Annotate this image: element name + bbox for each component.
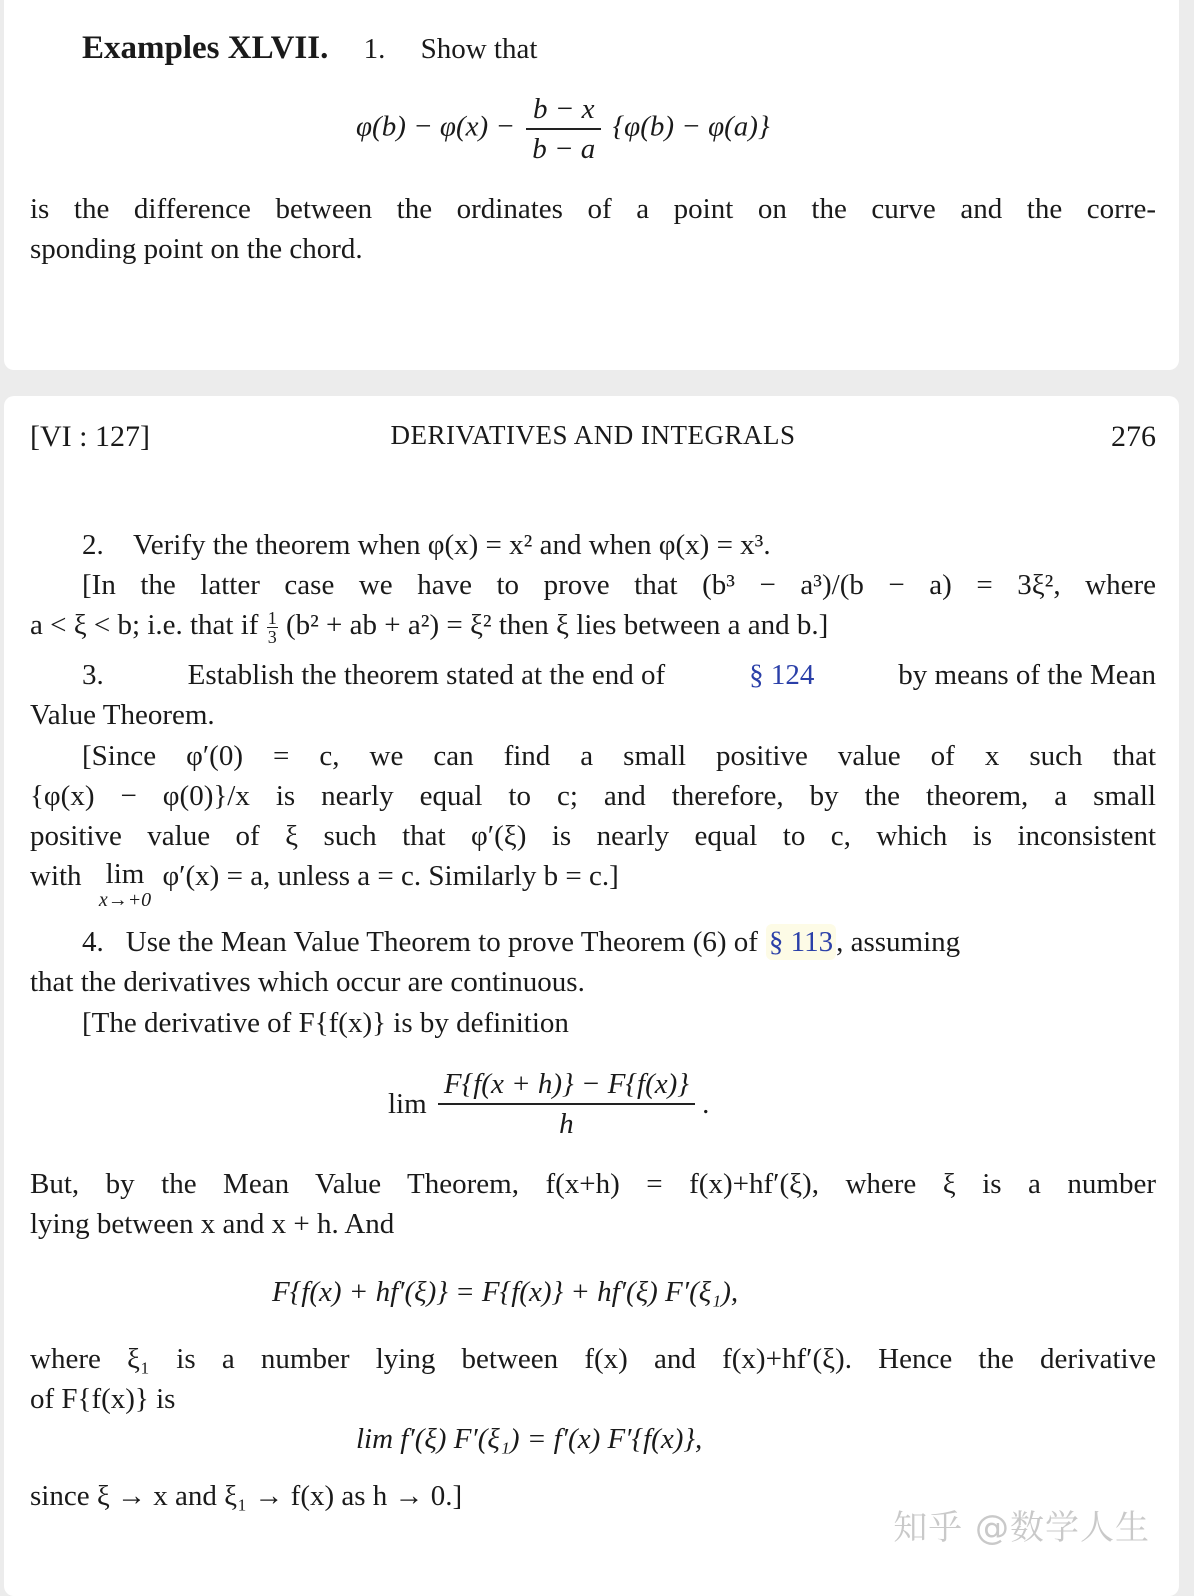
page-number: 276 xyxy=(1111,420,1156,453)
fraction-numerator: 1 xyxy=(267,607,277,628)
example-text: , assuming xyxy=(836,926,961,958)
chain-rule-formula xyxy=(272,1274,738,1310)
paragraph-line: lying between x and x + h. And xyxy=(30,1208,395,1240)
example-3 xyxy=(82,657,1156,693)
formula-left: φ(b) − φ(x) − xyxy=(356,110,515,143)
note-text: with xyxy=(30,860,82,892)
section-113-link[interactable]: § 113 xyxy=(766,924,836,960)
section-reference: [VI : 127] xyxy=(30,420,150,453)
example-1-heading-line xyxy=(82,30,537,67)
running-header xyxy=(30,420,1156,460)
example-text: Use the Mean Value Theorem to prove Theorem (6) of xyxy=(125,926,758,958)
example-text: Establish the theorem stated at the end of xyxy=(187,659,666,691)
limit-subscript: x→+0 xyxy=(98,889,152,911)
paragraph-line: where ξ₁ is a number lying between f(x) and f(x)+hf′(ξ). Hence the derivative xyxy=(30,1343,1156,1375)
formula-period: . xyxy=(702,1088,710,1120)
quotient-denominator: h xyxy=(559,1108,574,1140)
note-text: a < ξ < b; i.e. that if xyxy=(30,609,259,641)
note-text: (b² + ab + a²) = ξ² then ξ lies between a and b.] xyxy=(285,609,829,641)
example-number: 2. xyxy=(82,529,104,561)
example-intro: Show that xyxy=(420,33,538,65)
example-text-line: Value Theorem. xyxy=(30,699,215,731)
formula-text: F{f(x) + hf′(ξ)} = F{f(x)} + hf′(ξ) F′(ξ₁), xyxy=(272,1276,739,1308)
paragraph-line: is the difference between the ordinates of a point on the curve and the corre- xyxy=(30,193,1156,225)
example-note-line: [Since φ′(0) = c, we can find a small positive value of x such that xyxy=(82,740,1156,772)
limit-operator xyxy=(99,858,151,910)
formula-numerator: b − x xyxy=(526,92,601,130)
limit-word: lim xyxy=(105,858,145,890)
example-text: Verify the theorem when φ(x) = x² and when φ(x) = x³. xyxy=(133,529,771,561)
example-number: 1. xyxy=(363,33,386,65)
paragraph-line: But, by the Mean Value Theorem, f(x+h) = f(x)+hf′(ξ), where ξ is a number xyxy=(30,1168,1156,1200)
example-4 xyxy=(82,924,1156,960)
running-title: DERIVATIVES AND INTEGRALS xyxy=(390,420,796,450)
limit-definition-formula xyxy=(388,1067,709,1141)
example-number: 3. xyxy=(82,659,104,691)
example-note-line xyxy=(30,858,619,910)
example-number: 4. xyxy=(82,926,104,958)
derivative-result-formula xyxy=(356,1421,702,1457)
example-note-line xyxy=(30,607,828,646)
formula-text: lim f′(ξ) F′(ξ₁) = f′(x) F′{f(x)}, xyxy=(356,1423,703,1455)
example-text-line: that the derivatives which occur are continuous. xyxy=(30,966,585,998)
example-note-line: positive value of ξ such that φ′(ξ) is nearly equal to c, which is inconsistent xyxy=(30,820,1156,852)
formula-right: {φ(b) − φ(a)} xyxy=(612,110,770,143)
example-note-line: [In the latter case we have to prove that (b³ − a³)/(b − a) = 3ξ², where xyxy=(82,569,1156,601)
section-124-link[interactable]: § 124 xyxy=(749,659,815,691)
zhihu-watermark: 知乎 @数学人生 xyxy=(893,1508,1150,1548)
limit-word: lim xyxy=(388,1088,427,1120)
paragraph-line: sponding point on the chord. xyxy=(30,233,363,265)
difference-quotient xyxy=(438,1067,695,1141)
examples-heading: Examples XLVII. xyxy=(82,30,329,66)
example-text: by means of the Mean xyxy=(898,659,1156,691)
example-note-line: {φ(x) − φ(0)}/x is nearly equal to c; and therefore, by the theorem, a small xyxy=(30,780,1156,812)
example-note-line: [The derivative of F{f(x)} is by definition xyxy=(82,1007,569,1039)
formula-fraction xyxy=(526,92,601,166)
note-text: φ′(x) = a, unless a = c. Similarly b = c.] xyxy=(162,860,619,892)
formula-denominator: b − a xyxy=(532,133,596,165)
quotient-numerator: F{f(x + h)} − F{f(x)} xyxy=(438,1067,695,1105)
formula-display-1 xyxy=(356,92,770,166)
fraction-denominator: 3 xyxy=(267,626,277,647)
paragraph-line: of F{f(x)} is xyxy=(30,1383,176,1415)
one-third-fraction xyxy=(267,609,278,646)
example-2 xyxy=(82,527,771,563)
paragraph-line: since ξ → x and ξ₁ → f(x) as h → 0.] xyxy=(30,1480,463,1512)
